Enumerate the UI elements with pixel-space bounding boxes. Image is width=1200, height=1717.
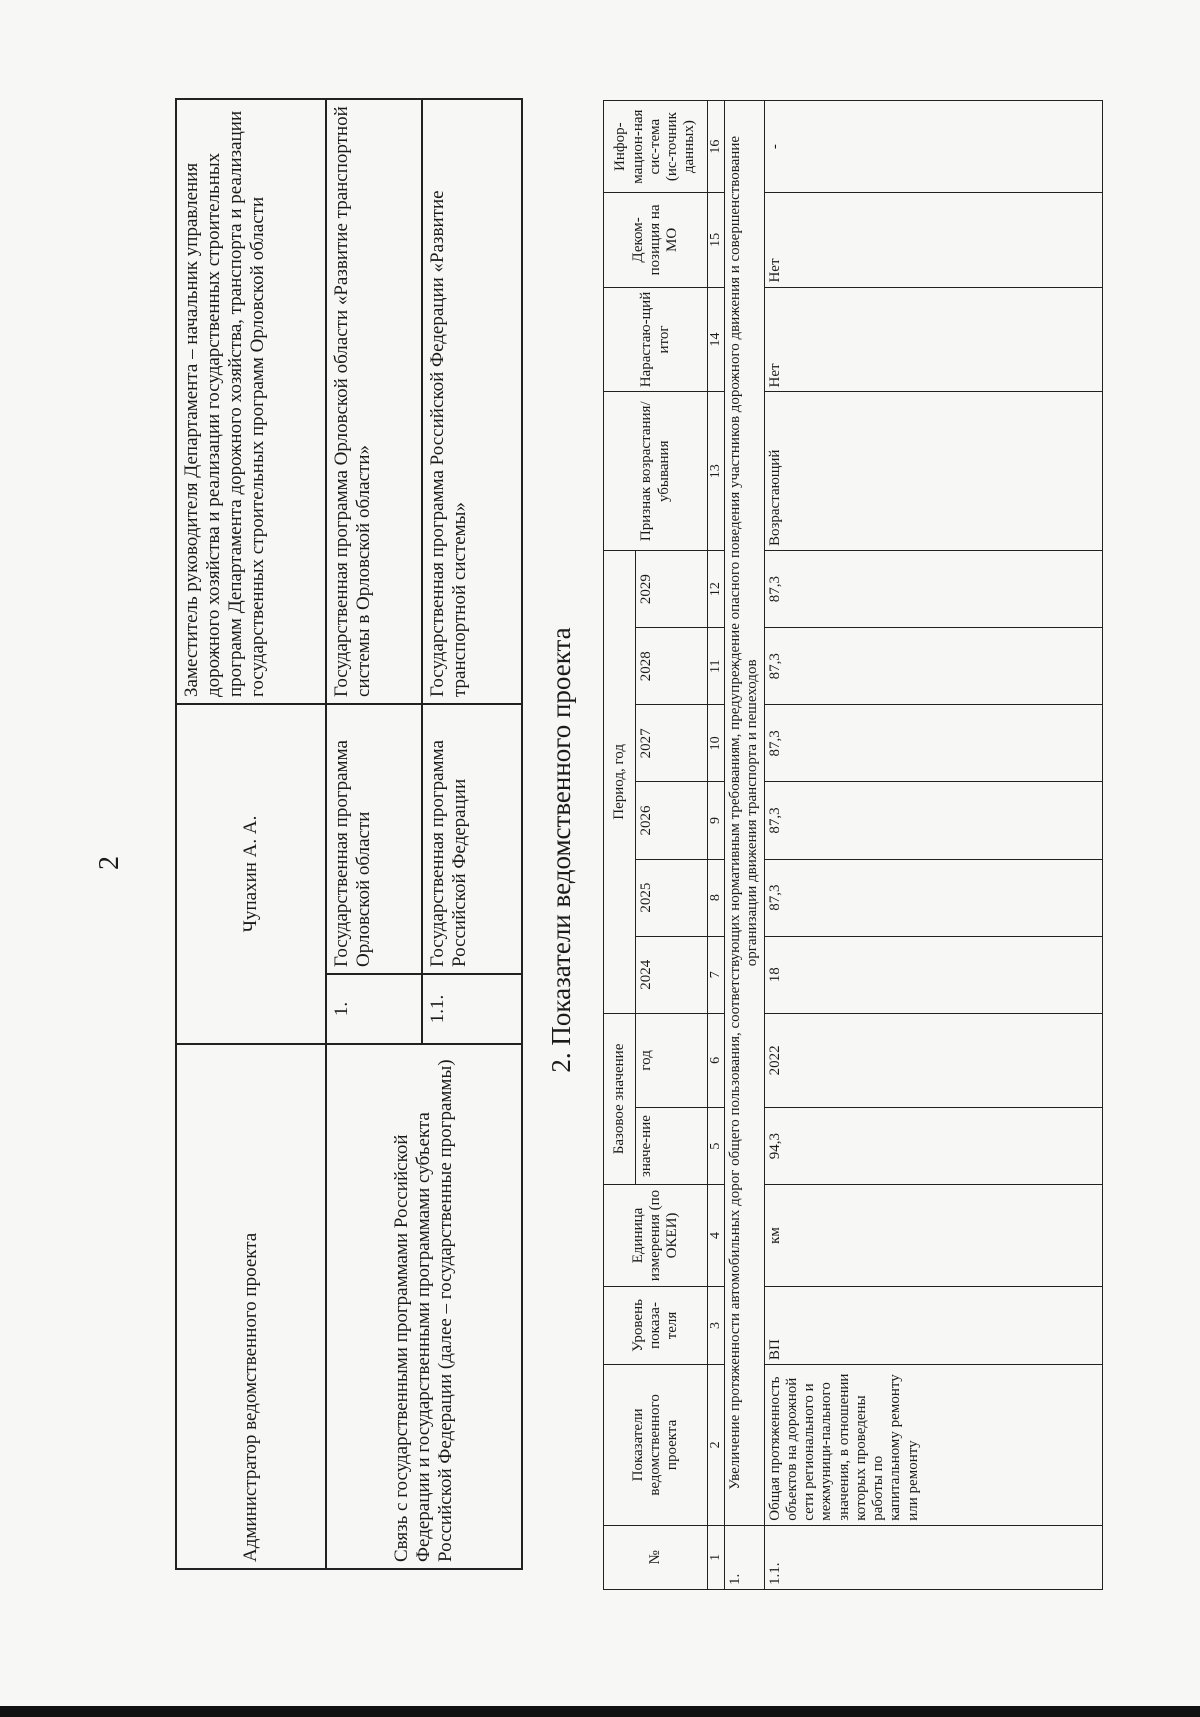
column-number: 6 [708,1013,725,1107]
col-header-period: Период, год [604,551,636,1014]
goal-row [725,101,765,1590]
section-title: 2. Показатели ведомственного проекта [546,627,576,1073]
indicator-name: Общая протяженность объектов на дорожной сети регионального и межмуници-пального значения, в отношении которых проведены работы по капитальному ремонту или ремонту [764,1365,1102,1526]
project-info-table [175,100,521,1570]
year-value: 87,3 [764,705,1102,782]
col-header-num: № [604,1525,708,1589]
col-header-info-system: Инфор-мацион-ная сис-тема (ис-точник данных) [604,101,708,193]
column-number: 11 [708,628,725,705]
col-header-year: 2028 [636,628,708,705]
col-header-unit: Единица измерения (по ОКЕИ) [604,1185,708,1287]
column-number: 8 [708,859,725,936]
column-number: 12 [708,551,725,628]
column-number: 7 [708,936,725,1013]
column-number: 13 [708,392,725,551]
column-number: 15 [708,193,725,287]
col-header-year: 2027 [636,705,708,782]
column-number: 2 [708,1365,725,1526]
decomposition: Нет [764,193,1102,287]
base-year: 2022 [764,1013,1102,1107]
col-header-year: 2026 [636,782,708,859]
column-number-row [708,101,725,1590]
sub-number: 1.1. [422,974,522,1044]
page-number: 2 [94,856,125,870]
col-header-cumulative: Нарастаю-щий итог [604,287,708,392]
indicator-number: 1.1. [764,1525,1102,1589]
program-name: Государственная программа Орловской области «Развитие транспортной системы в Орловской области» [326,99,422,704]
col-header-year: 2025 [636,859,708,936]
col-header-base-value: значе-ние [636,1108,708,1185]
goal-text: Увеличение протяженности автомобильных дорог общего пользования, соответствующих нормативным требованиям, предупреждение опасного поведения участников дорожного движения и совершенствование организации движения транспорта и пешеходов [725,101,765,1526]
administrator-name: Чупахин А. А. [176,704,326,1044]
year-value: 18 [764,936,1102,1013]
column-number: 14 [708,287,725,392]
column-number: 1 [708,1525,725,1589]
program-type: Государственная программа Орловской области [326,704,422,974]
indicators-table [603,100,1103,1590]
table-row [764,101,1102,1590]
program-name: Государственная программа Российской Федерации «Развитие транспортной системы» [422,99,522,704]
col-header-base-year: год [636,1013,708,1107]
table-row [326,99,422,1569]
year-value: 87,3 [764,628,1102,705]
cumulative-total: Нет [764,287,1102,392]
year-value: 87,3 [764,551,1102,628]
year-value: 87,3 [764,859,1102,936]
col-header-decomposition: Деком-позиция на МО [604,193,708,287]
column-number: 9 [708,782,725,859]
column-number: 5 [708,1108,725,1185]
base-value: 94,3 [764,1108,1102,1185]
column-number: 16 [708,101,725,193]
scan-bottom-edge [0,1706,1200,1717]
table-row [176,99,326,1569]
row-label: Администратор ведомственного проекта [176,1044,326,1569]
sub-number: 1. [326,974,422,1044]
indicator-unit: км [764,1185,1102,1287]
column-number: 3 [708,1286,725,1364]
column-number: 4 [708,1185,725,1287]
administrator-position: Заместитель руководителя Департамента – начальник управления дорожного хозяйства и реализации государственных строительных программ Департамента дорожного хозяйства, транспорта и реализации государственных строительных программ Орловской области [176,99,326,704]
column-number: 10 [708,705,725,782]
col-header-year: 2029 [636,551,708,628]
indicator-level: ВП [764,1286,1102,1364]
year-value: 87,3 [764,782,1102,859]
info-system: - [764,101,1102,193]
col-header-indicator: Показатели ведомственного проекта [604,1365,708,1526]
trend-sign: Возрастающий [764,392,1102,551]
row-label: Связь с государственными программами Российской Федерации и государственными программами субъекта Российской Федерации (далее – государственные программы) [326,1044,522,1569]
goal-number: 1. [725,1525,765,1589]
col-header-level: Уровень показа-теля [604,1286,708,1364]
header-row [604,101,636,1590]
col-header-year: 2024 [636,936,708,1013]
col-header-base: Базовое значение [604,1013,636,1184]
program-type: Государственная программа Российской Федерации [422,704,522,974]
col-header-sign: Признак возрастания/ убывания [604,392,708,551]
